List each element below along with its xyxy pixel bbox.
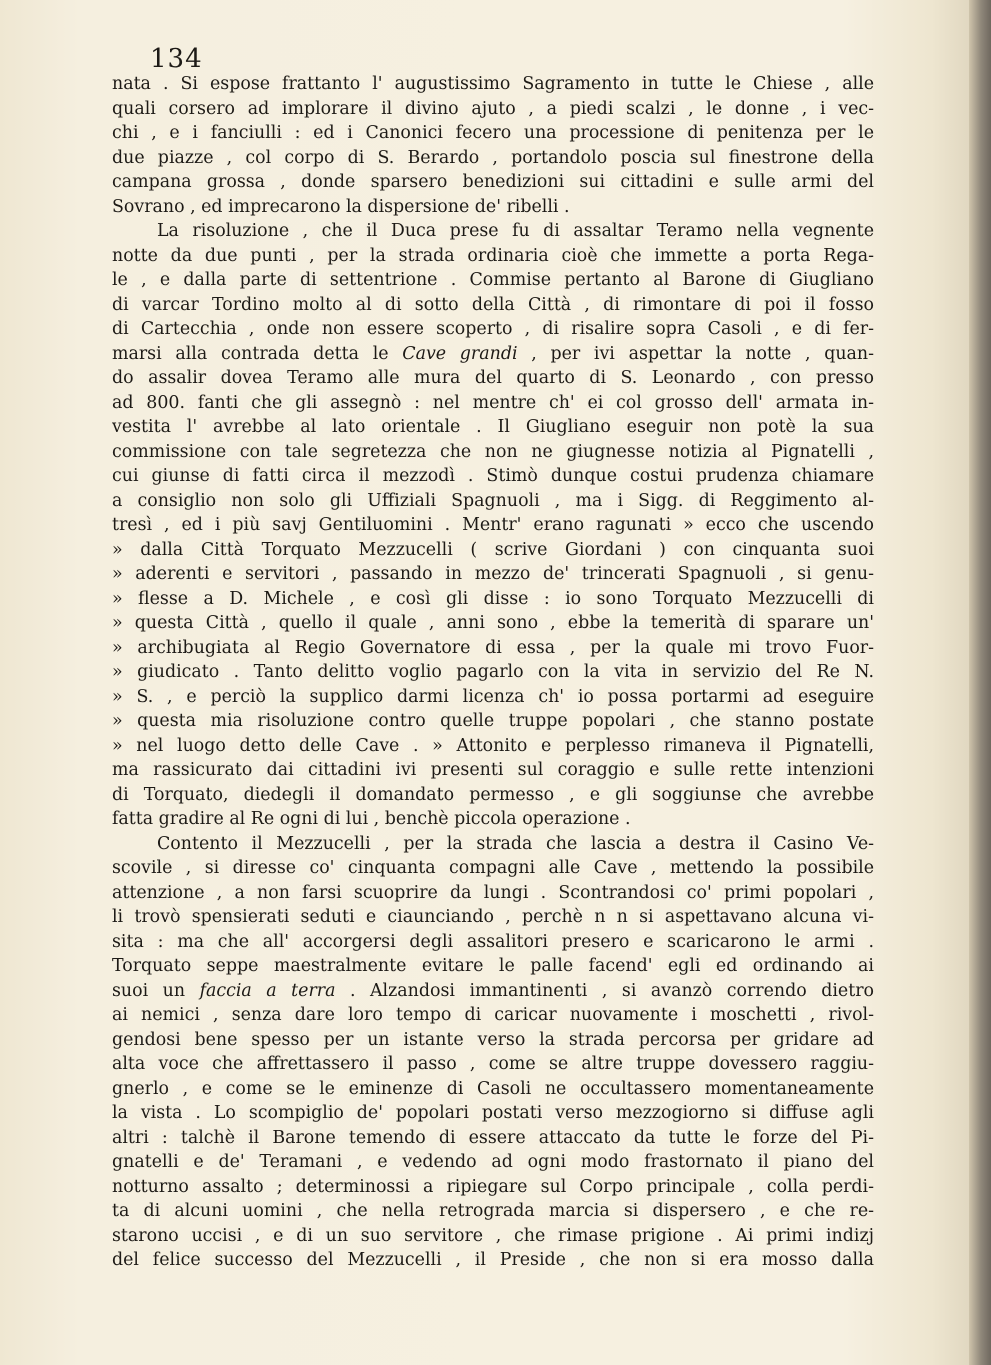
text-line: marsi alla contrada detta le Cave grandi , per ivi aspettar la notte , quan- xyxy=(112,343,874,364)
text-line: fatta gradire al Re ogni di lui , benchè piccola operazione . xyxy=(112,809,631,829)
text-line: li trovò spensierati seduti e ciaunciando , perchè n n si aspettavano alcuna vi- xyxy=(112,907,874,927)
text-line: tresì , ed i più savj Gentiluomini . Mentr' erano ragunati » ecco che uscendo xyxy=(112,515,874,535)
text-line: notturno assalto ; determinossi a ripiegare sul Corpo principale , colla perdi- xyxy=(112,1176,874,1197)
text-line: » dalla Città Torquato Mezzucelli ( scrive Giordani ) con cinquanta suoi xyxy=(112,538,874,563)
page-number: 134 xyxy=(150,44,203,74)
text-line: gnerlo , e come se le eminenze di Casoli ne occultassero momentaneamente xyxy=(112,1078,874,1099)
text-line: La risoluzione , che il Duca prese fu di assaltar Teramo nella vegnente xyxy=(157,221,874,241)
text-line: di Cartecchia , onde non essere scoperto , di risalire sopra Casoli , e di fer- xyxy=(112,319,874,339)
text-line: ai nemici , senza dare loro tempo di caricar nuovamente i moschetti , rivol- xyxy=(112,1005,874,1025)
text-line: suoi un faccia a terra . Alzandosi immantinenti , si avanzò correndo dietro xyxy=(112,980,874,1001)
italic-phrase: Cave grandi xyxy=(402,343,518,364)
text-line: ta di alcuni uomini , che nella retrograda marcia si dispersero , e che re- xyxy=(112,1201,874,1221)
text-line: ad 800. fanti che gli assegnò : nel mentre ch' ei col grosso dell' armata in- xyxy=(112,392,874,413)
text-line: vestita l' avrebbe al lato orientale . Il Giugliano eseguir non potè la sua xyxy=(112,417,874,437)
text-line: a consiglio non solo gli Uffiziali Spagnuoli , ma i Sigg. di Reggimento al- xyxy=(112,490,874,511)
text-line: nata . Si espose frattanto l' augustissimo Sagramento in tutte le Chiese , alle xyxy=(112,74,874,94)
text-line: attenzione , a non farsi scuoprire da lungi . Scontrandosi co' primi popolari , xyxy=(112,882,874,903)
text-line: » giudicato . Tanto delitto voglio pagarlo con la vita in servizio del Re N. xyxy=(112,660,874,685)
text-line: le , e dalla parte di settentrione . Commise pertanto al Barone di Giugliano xyxy=(112,270,874,290)
text-line: » questa Città , quello il quale , anni sono , ebbe la temerità di sparare un' xyxy=(112,611,874,636)
text-line: due piazze , col corpo di S. Berardo , portandolo poscia sul finestrone della xyxy=(112,147,874,168)
text-line: Sovrano , ed imprecarono la dispersione de' ribelli . xyxy=(112,196,570,217)
text-line: quali corsero ad implorare il divino ajuto , a piedi scalzi , le donne , i vec- xyxy=(112,98,874,119)
text-line: Torquato seppe maestralmente evitare le palle facend' egli ed ordinando ai xyxy=(112,956,874,976)
page-binding-edge xyxy=(969,0,991,1365)
text-line: notte da due punti , per la strada ordinaria cioè che immette a porta Rega- xyxy=(112,245,874,266)
text-line: gnatelli e de' Teramani , e vedendo ad ogni modo frastornato il piano del xyxy=(112,1152,874,1172)
text-line: do assalir dovea Teramo alle mura del quarto di S. Leonardo , con presso xyxy=(112,368,874,388)
text-line: del felice successo del Mezzucelli , il Preside , che non si era mosso dalla xyxy=(112,1250,874,1270)
text-line: starono uccisi , e di un suo servitore , che rimase prigione . Ai primi indizj xyxy=(112,1225,874,1246)
text-line: » flesse a D. Michele , e così gli disse : io sono Torquato Mezzucelli di xyxy=(112,587,874,612)
text-line: » aderenti e servitori , passando in mezzo de' trincerati Spagnuoli , si genu- xyxy=(112,562,874,587)
text-line: Contento il Mezzucelli , per la strada che lascia a destra il Casino Ve- xyxy=(157,833,874,854)
text-line: » S. , e perciò la supplico darmi licenza ch' io possa portarmi ad eseguire xyxy=(112,685,874,710)
text-line: » nel luogo detto delle Cave . » Attonito e perplesso rimaneva il Pignatelli, xyxy=(112,734,874,759)
text-line: chi , e i fanciulli : ed i Canonici fecero una processione di penitenza per le xyxy=(112,123,874,143)
text-line: di varcar Tordino molto al di sotto della Città , di rimontare di poi il fosso xyxy=(112,294,874,315)
body-text xyxy=(112,72,874,1273)
text-line: » archibugiata al Regio Governatore di essa , per la quale mi trovo Fuor- xyxy=(112,636,874,661)
text-line: di Torquato, diedegli il domandato permesso , e gli soggiunse che avrebbe xyxy=(112,784,874,805)
text-line: la vista . Lo scompiglio de' popolari postati verso mezzogiorno si diffuse agli xyxy=(112,1103,874,1123)
text-line: campana grossa , donde sparsero benedizioni sui cittadini e sulle armi del xyxy=(112,172,874,192)
text-line: altri : talchè il Barone temendo di essere attaccato da tutte le forze del Pi- xyxy=(112,1127,874,1148)
text-line: scovile , si diresse co' cinquanta compagni alle Cave , mettendo la possibile xyxy=(112,858,874,878)
text-line: sita : ma che all' accorgersi degli assalitori presero e scaricarono le armi . xyxy=(112,931,874,952)
text-line: » questa mia risoluzione contro quelle truppe popolari , che stanno postate xyxy=(112,709,874,734)
text-line: alta voce che affrettassero il passo , come se altre truppe dovessero raggiu- xyxy=(112,1054,874,1074)
italic-phrase: faccia a terra xyxy=(199,980,336,1001)
text-line: cui giunse di fatti circa il mezzodì . Stimò dunque costui prudenza chiamare xyxy=(112,466,874,486)
text-line: commissione con tale segretezza che non ne giugnesse notizia al Pignatelli , xyxy=(112,441,874,462)
text-line: gendosi bene spesso per un istante verso la strada percorsa per gridare ad xyxy=(112,1029,874,1050)
text-line: ma rassicurato dai cittadini ivi presenti sul coraggio e sulle rette intenzioni xyxy=(112,760,874,780)
